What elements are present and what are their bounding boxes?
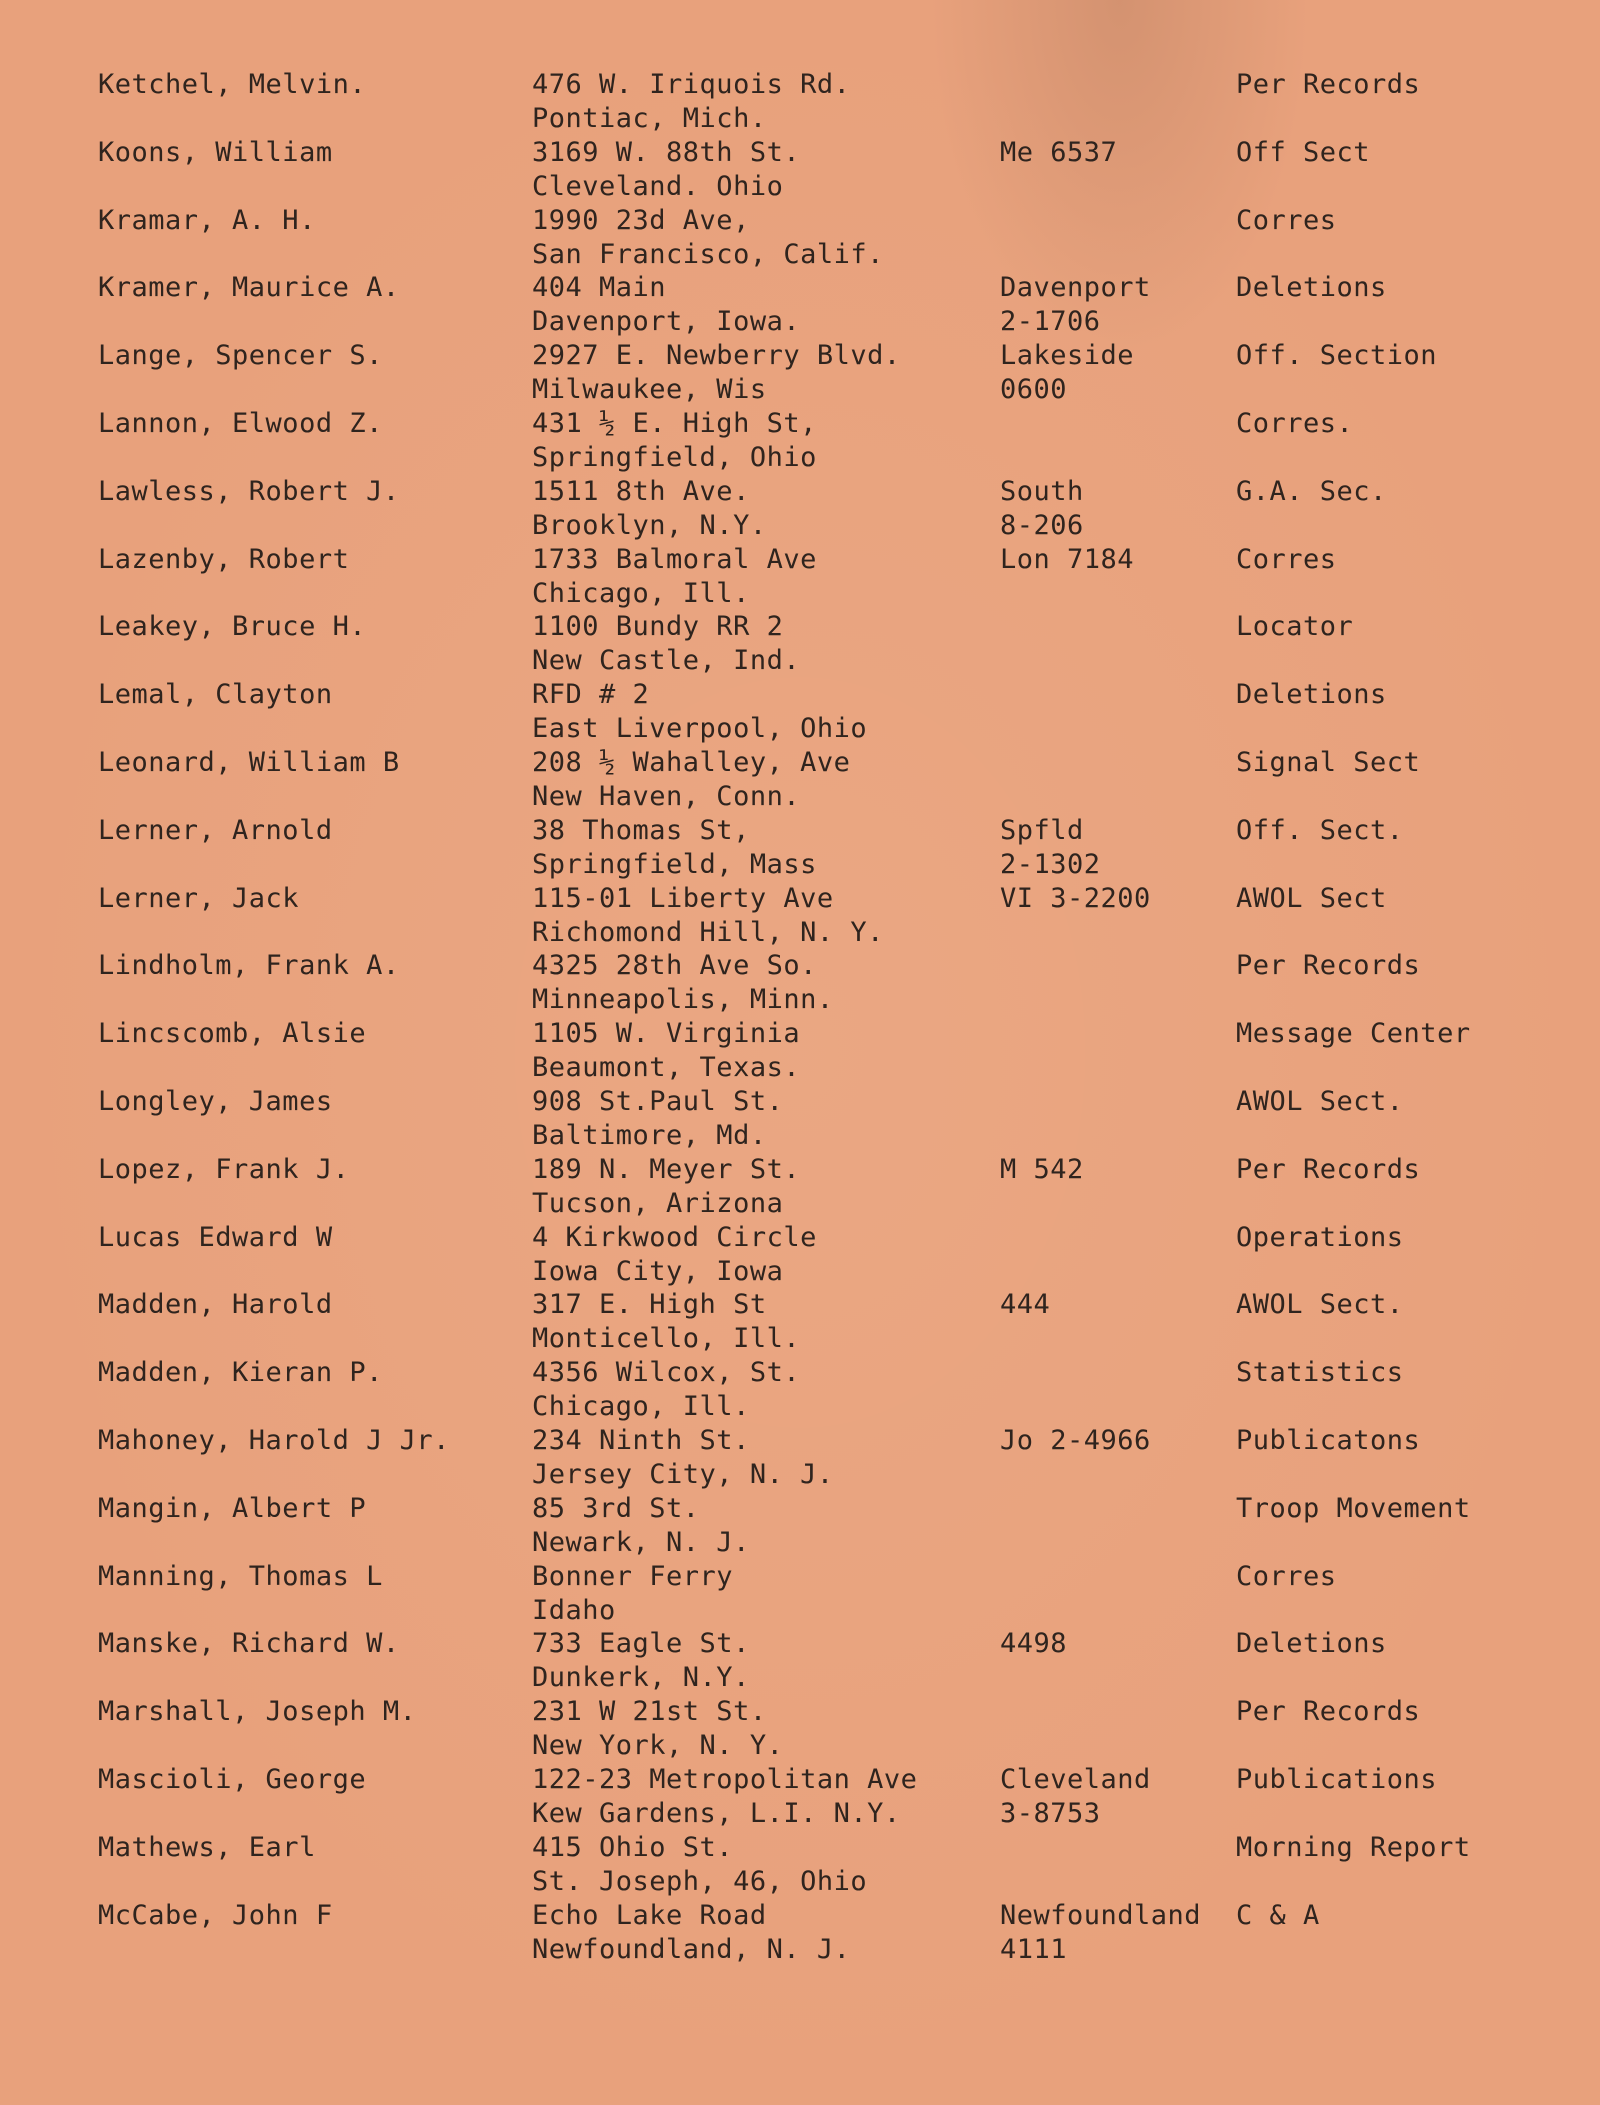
name-name: Lawless, Robert J. <box>98 476 400 507</box>
section-cell <box>1236 136 1370 170</box>
roster-entry <box>0 1560 1600 1626</box>
address-cell <box>532 1288 800 1356</box>
section-cell <box>1236 1085 1404 1119</box>
address-address1: 1100 Bundy RR 2 <box>532 611 784 642</box>
name-cell <box>98 475 400 509</box>
section-cell <box>1236 1153 1420 1187</box>
phone-phone1: M 542 <box>1000 1154 1084 1185</box>
address-address2: East Liverpool, Ohio <box>532 713 868 744</box>
name-cell <box>98 1356 383 1390</box>
address-cell <box>532 1831 867 1899</box>
section-section: Corres <box>1236 205 1337 236</box>
name-cell <box>98 1288 333 1322</box>
section-section: Deletions <box>1236 1628 1387 1659</box>
phone-cell <box>1000 1288 1050 1322</box>
section-cell <box>1236 1221 1404 1255</box>
name-cell <box>98 271 400 305</box>
section-cell <box>1236 1560 1337 1594</box>
address-address1: 234 Ninth St. <box>532 1425 750 1456</box>
name-name: Longley, James <box>98 1086 333 1117</box>
phone-phone1: Cleveland <box>1000 1764 1151 1795</box>
name-name: Madden, Kieran P. <box>98 1357 383 1388</box>
name-cell <box>98 204 316 238</box>
section-section: G.A. Sec. <box>1236 476 1387 507</box>
name-name: Kramer, Maurice A. <box>98 272 400 303</box>
address-address2: San Francisco, Calif. <box>532 239 884 270</box>
phone-phone2: 2-1706 <box>1000 306 1101 337</box>
section-cell <box>1236 1288 1404 1322</box>
phone-phone1: Lon 7184 <box>1000 544 1135 575</box>
name-cell <box>98 339 383 373</box>
address-cell <box>532 1153 800 1221</box>
section-cell <box>1236 1899 1320 1933</box>
phone-phone2: 4111 <box>1000 1934 1068 1965</box>
section-cell <box>1236 271 1387 305</box>
roster-entry <box>0 1695 1600 1761</box>
address-address2: St. Joseph, 46, Ohio <box>532 1866 868 1897</box>
roster-entry <box>0 610 1600 676</box>
address-address2: Pontiac, Mich. <box>532 103 767 134</box>
name-cell <box>98 68 366 102</box>
address-address2: Cleveland. Ohio <box>532 171 784 202</box>
phone-cell <box>1000 475 1084 543</box>
roster-entry <box>0 475 1600 541</box>
address-cell <box>532 339 901 407</box>
address-address2: New York, N. Y. <box>532 1730 784 1761</box>
phone-cell <box>1000 1424 1151 1458</box>
address-address1: 1511 8th Ave. <box>532 476 750 507</box>
section-section: AWOL Sect <box>1236 883 1387 914</box>
phone-cell <box>1000 339 1134 407</box>
roster-entry <box>0 407 1600 473</box>
roster-entry <box>0 1356 1600 1422</box>
address-cell <box>532 136 800 204</box>
name-cell <box>98 746 400 780</box>
address-cell <box>532 204 884 272</box>
address-address1: 231 W 21st St. <box>532 1696 767 1727</box>
section-section: Per Records <box>1236 1154 1421 1185</box>
section-section: Deletions <box>1236 272 1387 303</box>
address-address1: 208 ½ Wahalley, Ave <box>532 747 851 778</box>
name-cell <box>98 543 349 577</box>
name-cell <box>98 1221 333 1255</box>
address-address1: RFD # 2 <box>532 679 650 710</box>
address-address1: 431 ½ E. High St, <box>532 408 817 439</box>
phone-phone1: Newfoundland <box>1000 1900 1202 1931</box>
phone-cell <box>1000 814 1101 882</box>
address-address2: New Castle, Ind. <box>532 645 801 676</box>
phone-phone1: Spfld <box>1000 815 1084 846</box>
roster-entry <box>0 1153 1600 1219</box>
section-cell <box>1236 1831 1471 1865</box>
address-cell <box>532 746 850 814</box>
address-address1: 317 E. High St <box>532 1289 767 1320</box>
address-address2: Davenport, Iowa. <box>532 306 801 337</box>
name-cell <box>98 1424 450 1458</box>
address-address2: Springfield, Ohio <box>532 442 817 473</box>
section-cell <box>1236 1424 1420 1458</box>
roster-entry <box>0 1288 1600 1354</box>
roster-entry <box>0 204 1600 270</box>
section-cell <box>1236 68 1420 102</box>
address-address2: Milwaukee, Wis <box>532 374 767 405</box>
roster-entry <box>0 1221 1600 1287</box>
name-cell <box>98 678 333 712</box>
name-cell <box>98 1153 349 1187</box>
address-address2: Monticello, Ill. <box>532 1323 801 1354</box>
name-name: Lerner, Jack <box>98 883 300 914</box>
section-cell <box>1236 814 1404 848</box>
section-section: Corres. <box>1236 408 1354 439</box>
phone-phone1: 444 <box>1000 1289 1051 1320</box>
roster-entry <box>0 1017 1600 1083</box>
address-cell <box>532 610 800 678</box>
phone-phone1: 4498 <box>1000 1628 1068 1659</box>
name-name: Manske, Richard W. <box>98 1628 400 1659</box>
roster-entry <box>0 814 1600 880</box>
address-address1: 476 W. Iriquois Rd. <box>532 69 851 100</box>
address-cell <box>532 543 817 611</box>
address-address2: Minneapolis, Minn. <box>532 984 834 1015</box>
phone-cell <box>1000 1899 1201 1967</box>
roster-entry <box>0 1627 1600 1693</box>
name-name: Mahoney, Harold J Jr. <box>98 1425 450 1456</box>
section-cell <box>1236 678 1387 712</box>
address-cell <box>532 1627 750 1695</box>
phone-phone2: 8-206 <box>1000 510 1084 541</box>
address-cell <box>532 1899 850 1967</box>
address-address2: Iowa City, Iowa <box>532 1256 784 1287</box>
address-address2: New Haven, Conn. <box>532 781 801 812</box>
section-section: C & A <box>1236 1900 1320 1931</box>
roster-entry <box>0 949 1600 1015</box>
section-cell <box>1236 610 1353 644</box>
section-cell <box>1236 1627 1387 1661</box>
section-section: Statistics <box>1236 1357 1404 1388</box>
address-cell <box>532 1492 750 1560</box>
address-cell <box>532 1695 783 1763</box>
address-address1: 4 Kirkwood Circle <box>532 1222 817 1253</box>
name-name: Madden, Harold <box>98 1289 333 1320</box>
name-cell <box>98 610 366 644</box>
phone-cell <box>1000 1153 1084 1187</box>
name-cell <box>98 1831 316 1865</box>
section-section: Publicatons <box>1236 1425 1421 1456</box>
phone-cell <box>1000 882 1151 916</box>
roster-entry <box>0 1085 1600 1151</box>
phone-cell <box>1000 543 1134 577</box>
section-section: Troop Movement <box>1236 1493 1471 1524</box>
address-cell <box>532 1356 800 1424</box>
section-cell <box>1236 204 1337 238</box>
address-cell <box>532 1017 800 1085</box>
address-cell <box>532 1085 783 1153</box>
address-address1: 1105 W. Virginia <box>532 1018 801 1049</box>
roster-entry <box>0 271 1600 337</box>
section-cell <box>1236 1492 1471 1526</box>
address-address2: Brooklyn, N.Y. <box>532 510 767 541</box>
name-cell <box>98 949 400 983</box>
name-name: Mascioli, George <box>98 1764 367 1795</box>
address-address2: Newfoundland, N. J. <box>532 1934 851 1965</box>
section-cell <box>1236 1017 1471 1051</box>
section-cell <box>1236 746 1420 780</box>
address-address2: Beaumont, Texas. <box>532 1052 801 1083</box>
address-address1: 189 N. Meyer St. <box>532 1154 801 1185</box>
address-address2: Richomond Hill, N. Y. <box>532 917 884 948</box>
address-address1: 1733 Balmoral Ave <box>532 544 817 575</box>
name-name: Lannon, Elwood Z. <box>98 408 383 439</box>
roster-entry <box>0 1899 1600 1965</box>
name-cell <box>98 407 383 441</box>
address-address1: 2927 E. Newberry Blvd. <box>532 340 901 371</box>
name-cell <box>98 1085 333 1119</box>
name-cell <box>98 136 333 170</box>
address-cell <box>532 882 884 950</box>
section-section: Corres <box>1236 1561 1337 1592</box>
name-name: Marshall, Joseph M. <box>98 1696 417 1727</box>
phone-phone1: Davenport <box>1000 272 1151 303</box>
name-cell <box>98 1017 366 1051</box>
address-cell <box>532 271 800 339</box>
section-section: Off. Sect. <box>1236 815 1404 846</box>
name-name: Koons, William <box>98 137 333 168</box>
name-name: Lucas Edward W <box>98 1222 333 1253</box>
name-name: Lerner, Arnold <box>98 815 333 846</box>
address-address1: 4325 28th Ave So. <box>532 950 817 981</box>
section-cell <box>1236 882 1387 916</box>
address-cell <box>532 475 767 543</box>
name-name: Ketchel, Melvin. <box>98 69 367 100</box>
phone-phone1: VI 3-2200 <box>1000 883 1151 914</box>
name-cell <box>98 814 333 848</box>
section-cell <box>1236 1763 1437 1797</box>
address-address2: Kew Gardens, L.I. N.Y. <box>532 1798 901 1829</box>
name-cell <box>98 1627 400 1661</box>
section-section: Message Center <box>1236 1018 1471 1049</box>
address-cell <box>532 814 817 882</box>
name-name: Lange, Spencer S. <box>98 340 383 371</box>
address-address2: Dunkerk, N.Y. <box>532 1662 750 1693</box>
section-cell <box>1236 1356 1404 1390</box>
name-name: Manning, Thomas L <box>98 1561 383 1592</box>
name-name: Lincscomb, Alsie <box>98 1018 367 1049</box>
phone-phone1: Me 6537 <box>1000 137 1118 168</box>
section-cell <box>1236 339 1437 373</box>
address-address2: Springfield, Mass <box>532 849 817 880</box>
roster-entry <box>0 678 1600 744</box>
address-address1: 115-01 Liberty Ave <box>532 883 834 914</box>
name-name: Lemal, Clayton <box>98 679 333 710</box>
name-cell <box>98 1492 366 1526</box>
address-cell <box>532 407 817 475</box>
address-address2: Idaho <box>532 1595 616 1626</box>
section-cell <box>1236 543 1337 577</box>
phone-phone2: 0600 <box>1000 374 1068 405</box>
section-section: Per Records <box>1236 69 1421 100</box>
address-address1: Echo Lake Road <box>532 1900 767 1931</box>
address-cell <box>532 678 867 746</box>
roster-entry <box>0 136 1600 202</box>
roster-entry <box>0 543 1600 609</box>
address-cell <box>532 949 834 1017</box>
roster-entry <box>0 1424 1600 1490</box>
section-section: Morning Report <box>1236 1832 1471 1863</box>
section-section: Off. Section <box>1236 340 1438 371</box>
section-section: Operations <box>1236 1222 1404 1253</box>
address-address1: 4356 Wilcox, St. <box>532 1357 801 1388</box>
address-cell <box>532 1221 817 1289</box>
address-address1: 85 3rd St. <box>532 1493 700 1524</box>
roster-entry <box>0 1492 1600 1558</box>
address-cell <box>532 68 850 136</box>
roster-entry <box>0 746 1600 812</box>
name-name: McCabe, John F <box>98 1900 333 1931</box>
address-address2: Baltimore, Md. <box>532 1120 767 1151</box>
name-name: Leakey, Bruce H. <box>98 611 367 642</box>
address-address2: Jersey City, N. J. <box>532 1459 834 1490</box>
section-section: Publications <box>1236 1764 1438 1795</box>
name-name: Lazenby, Robert <box>98 544 350 575</box>
phone-phone2: 2-1302 <box>1000 849 1101 880</box>
address-address1: Bonner Ferry <box>532 1561 734 1592</box>
address-address1: 1990 23d Ave, <box>532 205 750 236</box>
roster-entry <box>0 68 1600 134</box>
address-address2: Newark, N. J. <box>532 1527 750 1558</box>
phone-cell <box>1000 1627 1067 1661</box>
phone-phone1: Jo 2-4966 <box>1000 1425 1151 1456</box>
address-address2: Tucson, Arizona <box>532 1188 784 1219</box>
phone-cell <box>1000 136 1117 170</box>
name-name: Kramar, A. H. <box>98 205 316 236</box>
section-section: Corres <box>1236 544 1337 575</box>
phone-cell <box>1000 271 1151 339</box>
address-cell <box>532 1763 917 1831</box>
name-cell <box>98 882 299 916</box>
address-address2: Chicago, Ill. <box>532 578 750 609</box>
section-cell <box>1236 1695 1420 1729</box>
address-address1: 733 Eagle St. <box>532 1628 750 1659</box>
address-address1: 404 Main <box>532 272 667 303</box>
address-cell <box>532 1560 733 1628</box>
name-cell <box>98 1560 383 1594</box>
phone-phone1: South <box>1000 476 1084 507</box>
section-section: AWOL Sect. <box>1236 1086 1404 1117</box>
section-cell <box>1236 475 1387 509</box>
phone-cell <box>1000 1763 1151 1831</box>
section-section: Off Sect <box>1236 137 1371 168</box>
name-cell <box>98 1763 366 1797</box>
roster-entry <box>0 1763 1600 1829</box>
section-cell <box>1236 407 1353 441</box>
name-name: Mangin, Albert P <box>98 1493 367 1524</box>
phone-phone1: Lakeside <box>1000 340 1135 371</box>
section-section: Signal Sect <box>1236 747 1421 778</box>
address-cell <box>532 1424 834 1492</box>
section-section: Locator <box>1236 611 1354 642</box>
name-name: Mathews, Earl <box>98 1832 316 1863</box>
roster-entry <box>0 882 1600 948</box>
address-address1: 3169 W. 88th St. <box>532 137 801 168</box>
name-cell <box>98 1695 416 1729</box>
section-section: Deletions <box>1236 679 1387 710</box>
address-address2: Chicago, Ill. <box>532 1391 750 1422</box>
name-name: Lopez, Frank J. <box>98 1154 350 1185</box>
phone-phone2: 3-8753 <box>1000 1798 1101 1829</box>
address-address1: 38 Thomas St, <box>532 815 750 846</box>
name-name: Leonard, William B <box>98 747 400 778</box>
name-cell <box>98 1899 333 1933</box>
address-address1: 415 Ohio St. <box>532 1832 734 1863</box>
section-section: AWOL Sect. <box>1236 1289 1404 1320</box>
name-name: Lindholm, Frank A. <box>98 950 400 981</box>
address-address1: 908 St.Paul St. <box>532 1086 784 1117</box>
section-section: Per Records <box>1236 950 1421 981</box>
roster-entry <box>0 1831 1600 1897</box>
section-cell <box>1236 949 1420 983</box>
section-section: Per Records <box>1236 1696 1421 1727</box>
address-address1: 122-23 Metropolitan Ave <box>532 1764 918 1795</box>
roster-entry <box>0 339 1600 405</box>
